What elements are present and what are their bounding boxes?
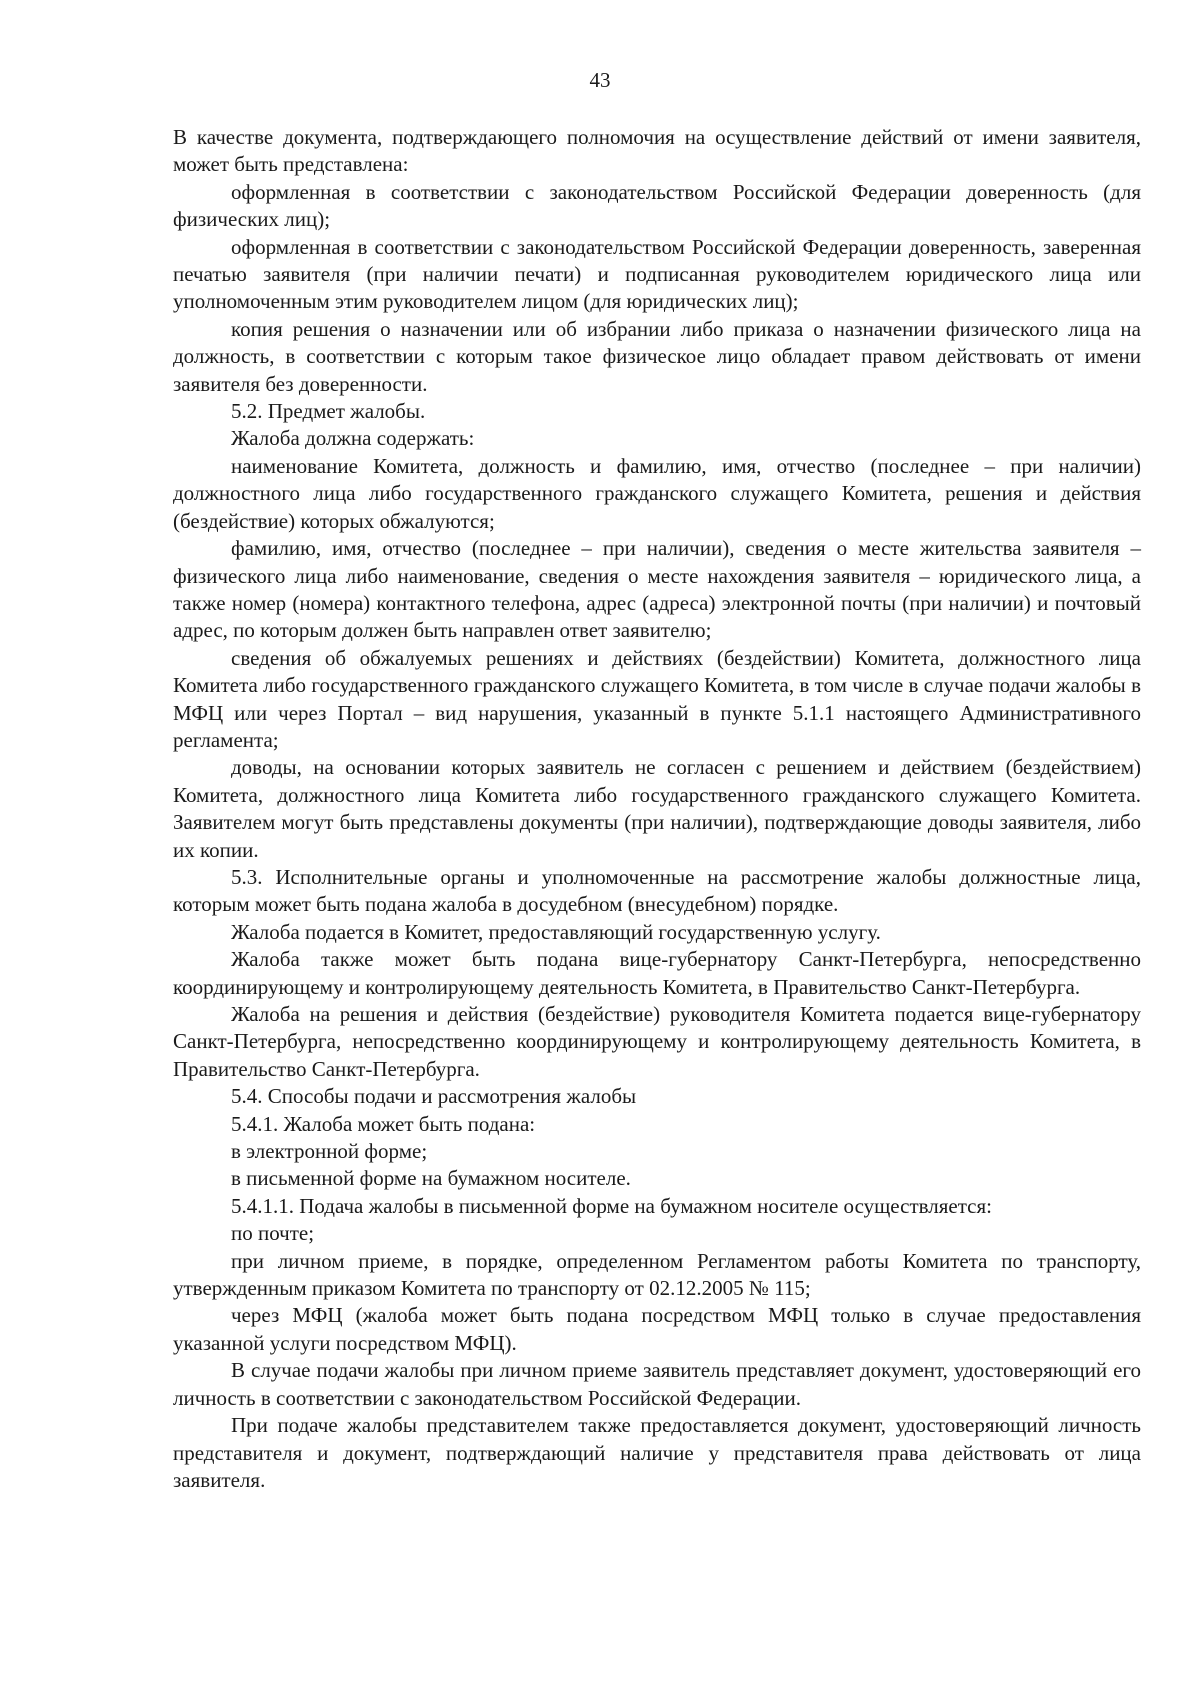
paragraph-identity-document: В случае подачи жалобы при личном приеме заявитель представляет документ, удостоверяющий его личность в соответствии с законодательством Российской Федерации. [173,1358,1141,1410]
list-item-by-mail: по почте; [231,1221,315,1246]
paragraph-appealed-decisions: сведения об обжалуемых решениях и действиях (бездействии) Комитета, должностного лица Комитета либо государственного гражданского служащего Комитета, в том числе в случае подачи жалобы в МФЦ или через Портал – вид нарушения, указанный в пункте 5.1.1 настоящего Административного регламента; [173,645,1141,752]
paragraph-authority-document: В качестве документа, подтверждающего полномочия на осуществление действий от имени заявителя, может быть представлена: [173,125,1141,177]
document-body [173,124,1141,1494]
paragraph-individual-proxy: оформленная в соответствии с законодательством Российской Федерации доверенность (для физических лиц); [173,179,1141,232]
list-item-via-mfc: через МФЦ (жалоба может быть подана посредством МФЦ только в случае предоставления указанной услуги посредством МФЦ). [173,1303,1141,1355]
paragraph-arguments: доводы, на основании которых заявитель не согласен с решением и действием (бездействием) Комитета, должностного лица Комитета либо государственного гражданского служащего Комитета. Заявителем могут быть представлены документы (при наличии), подтверждающие доводы заявителя, либо их копии. [173,755,1141,862]
paragraph-vice-governor: Жалоба также может быть подана вице-губернатору Санкт-Петербурга, непосредственно координирующему и контролирующему деятельность Комитета, в Правительство Санкт-Петербурга. [173,947,1141,999]
paragraph-head-complaint: Жалоба на решения и действия (бездействие) руководителя Комитета подается вице-губернатору Санкт-Петербурга, непосредственно координирующему и контролирующему деятельность Комитета, в Правительство Санкт-Петербурга. [173,1002,1141,1081]
paragraph-legal-entity-proxy: оформленная в соответствии с законодательством Российской Федерации доверенность, заверенная печатью заявителя (при наличии печати) и подписанная руководителем юридического лица или уполномоченным этим руководителем лицом (для юридических лиц); [173,234,1141,314]
paragraph-representative-documents: При подаче жалобы представителем также предоставляется документ, удостоверяющий личность представителя и документ, подтверждающий наличие у представителя права действовать от лица заявителя. [173,1413,1141,1492]
section-heading-5-4-1: 5.4.1. Жалоба может быть подана: [231,1111,536,1136]
section-heading-5-2: 5.2. Предмет жалобы. [231,399,426,424]
page-number: 43 [589,68,611,92]
paragraph-submitted-to-committee: Жалоба подается в Комитет, предоставляющий государственную услугу. [231,919,881,944]
paragraph-applicant-details: фамилию, имя, отчество (последнее – при наличии), сведения о месте жительства заявителя – физического лица либо наименование, сведения о месте нахождения заявителя – юридического лица, а также номер (номера) контактного телефона, адрес (адреса) электронной почты (при наличии) и почтовый адрес, по которым должен быть направлен ответ заявителю; [173,536,1141,643]
list-item-electronic-form: в электронной форме; [231,1139,428,1164]
list-item-personal-reception: при личном приеме, в порядке, определенном Регламентом работы Комитета по транспорту, утвержденным приказом Комитета по транспорту от 02.12.2005 № 115; [173,1248,1141,1301]
paragraph-complaint-contents: Жалоба должна содержать: [231,426,475,451]
section-heading-5-4: 5.4. Способы подачи и рассмотрения жалобы [231,1084,637,1109]
section-heading-5-4-1-1: 5.4.1.1. Подача жалобы в письменной форме на бумажном носителе осуществляется: [231,1193,992,1218]
section-heading-5-3: 5.3. Исполнительные органы и уполномоченные на рассмотрение жалобы должностные лица, которым может быть подана жалоба в досудебном (внесудебном) порядке. [173,864,1141,917]
paragraph-committee-name: наименование Комитета, должность и фамилию, имя, отчество (последнее – при наличии) должностного лица либо государственного гражданского служащего Комитета, решения и действия (бездействие) которых обжалуются; [173,453,1141,533]
paragraph-appointment-copy: копия решения о назначении или об избрании либо приказа о назначении физического лица на должность, в соответствии с которым такое физическое лицо обладает правом действовать от имени заявителя без доверенности. [173,316,1141,396]
list-item-paper-form: в письменной форме на бумажном носителе. [231,1166,631,1191]
